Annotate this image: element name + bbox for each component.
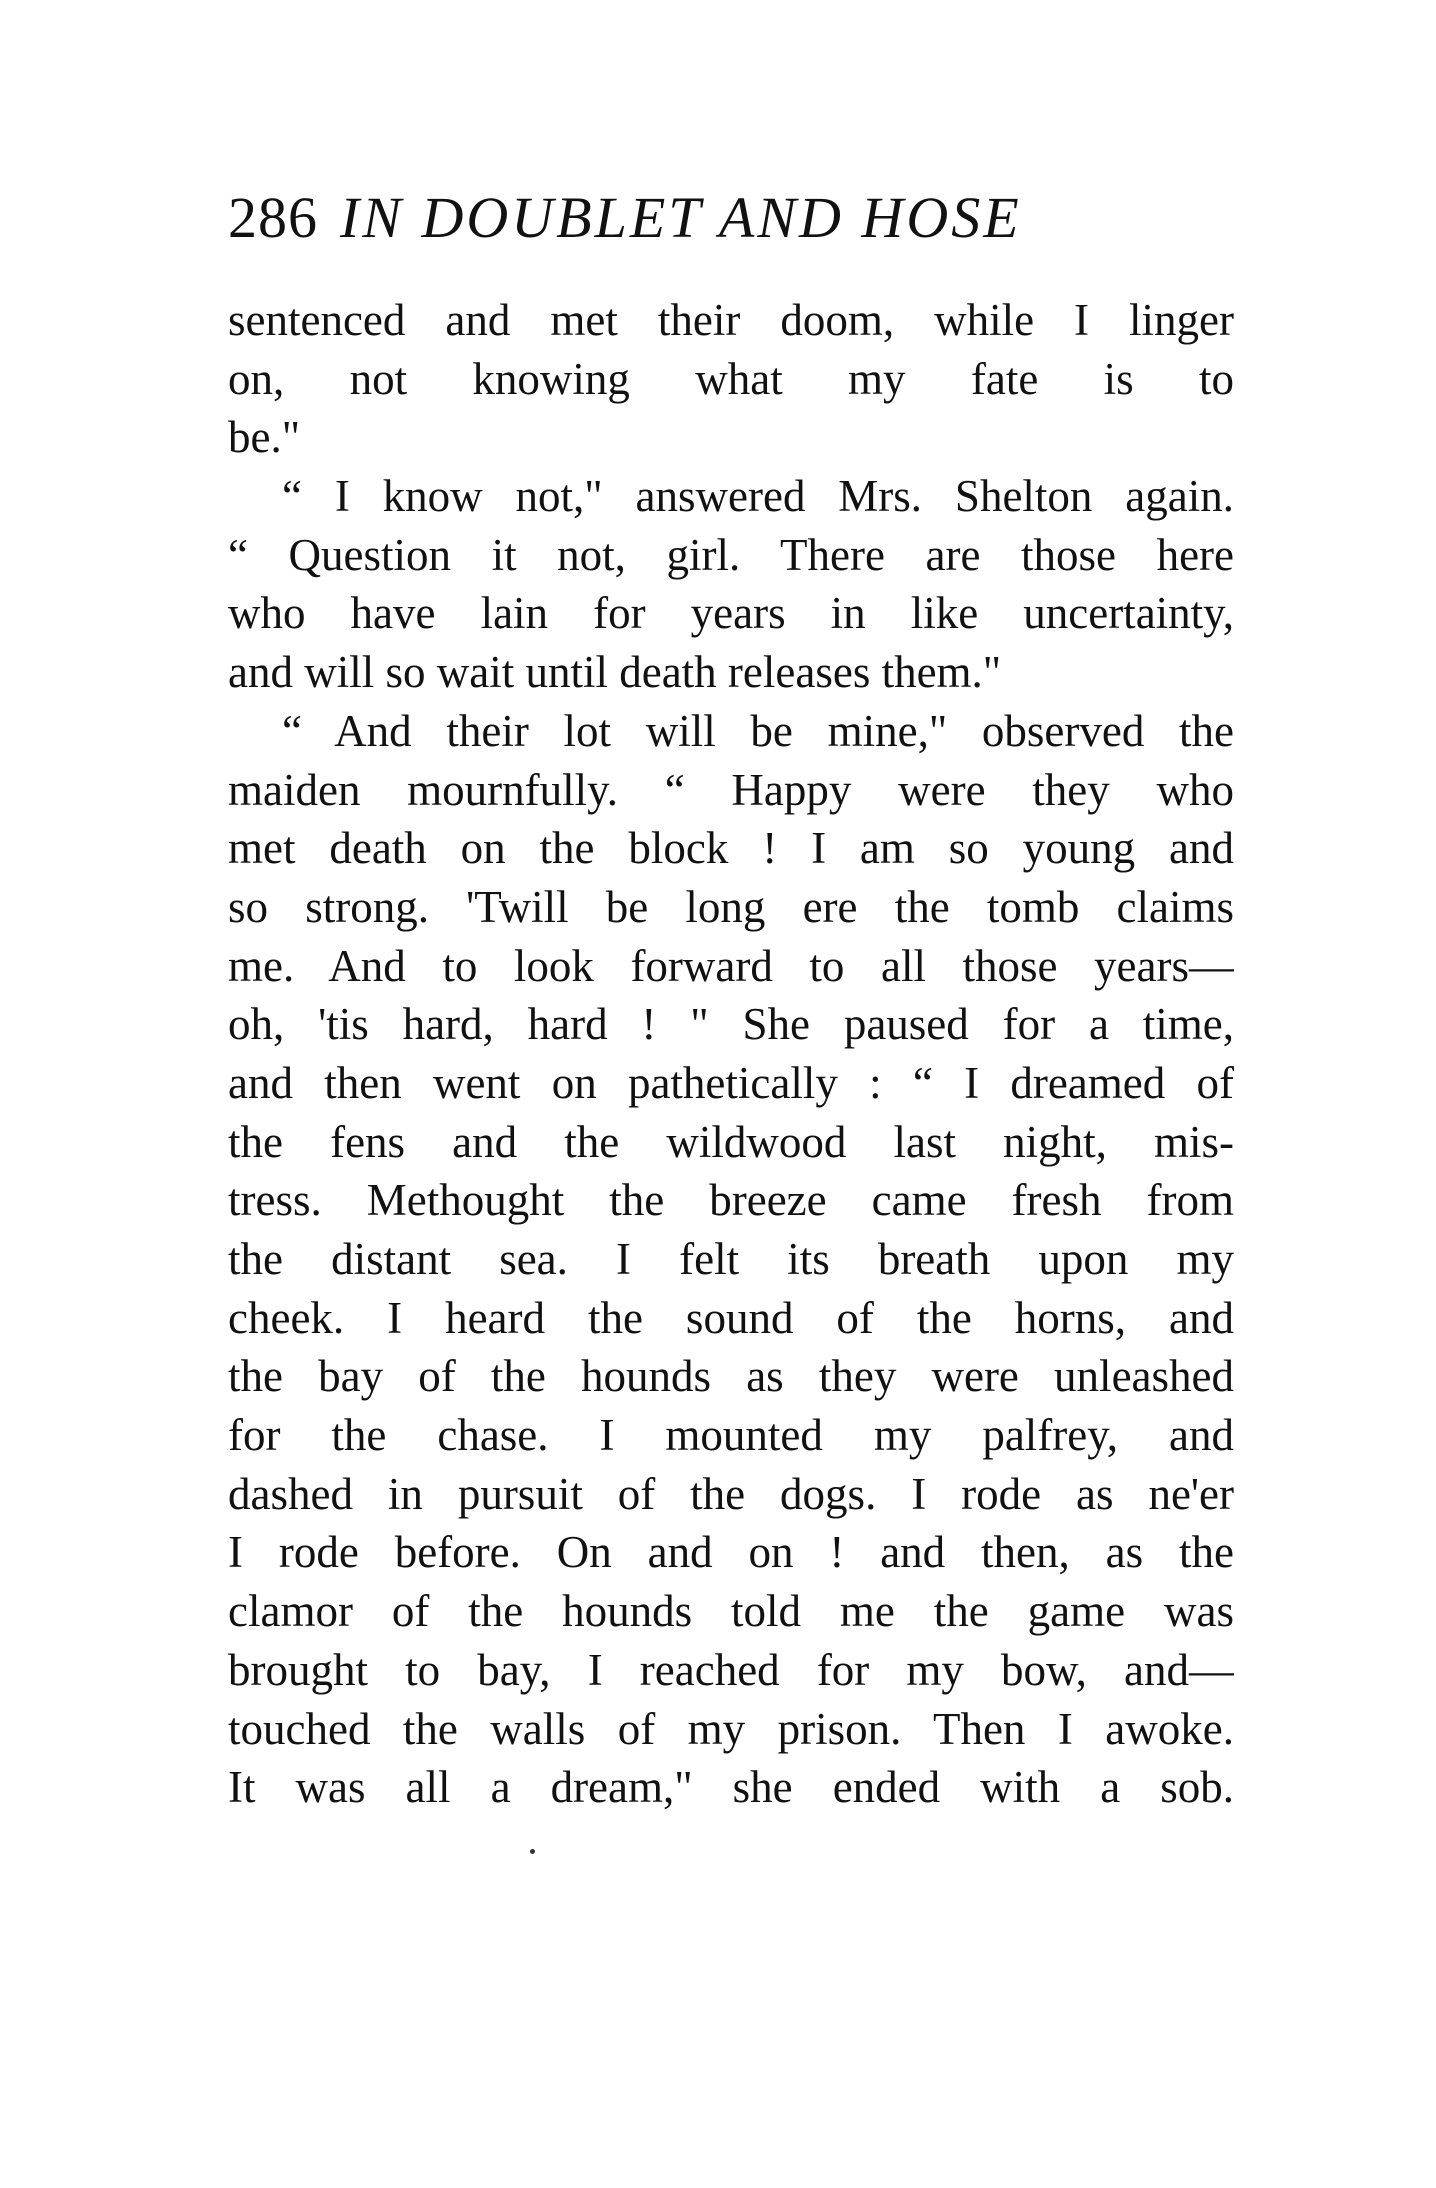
text-line: who have lain for years in like uncertainty, [228, 588, 1234, 639]
text-line: “ I know not," answered Mrs. Shelton again. [282, 471, 1234, 522]
text-line: and then went on pathetically : “ I dreamed of [228, 1057, 1234, 1108]
text-line: sentenced and met their doom, while I linger [228, 295, 1234, 345]
text-line: the fens and the wildwood last night, mis- [228, 1116, 1234, 1167]
text-line: cheek. I heard the sound of the horns, and [228, 1292, 1234, 1343]
text-line: the distant sea. I felt its breath upon my [228, 1234, 1234, 1284]
text-line: I rode before. On and on ! and then, as the [228, 1527, 1234, 1578]
text-line: met death on the block ! I am so young and [228, 823, 1234, 874]
text-line: It was all a dream," she ended with a sob. [228, 1762, 1234, 1813]
text-line: and will so wait until death releases them." [228, 647, 1002, 698]
text-line: dashed in pursuit of the dogs. I rode as ne'er [228, 1468, 1234, 1519]
text-line: touched the walls of my prison. Then I awoke. [228, 1703, 1234, 1754]
text-line: tress. Methought the breeze came fresh from [228, 1175, 1234, 1226]
text-line: brought to bay, I reached for my bow, and— [228, 1644, 1234, 1695]
text-line: me. And to look forward to all those years— [228, 940, 1234, 991]
text-line: “ Question it not, girl. There are those here [228, 529, 1234, 580]
text-line: maiden mournfully. “ Happy were they who [228, 764, 1234, 815]
text-line: for the chase. I mounted my palfrey, and [228, 1410, 1234, 1461]
text-line: so strong. 'Twill be long ere the tomb claims [228, 881, 1234, 932]
text-line: be." [228, 412, 301, 463]
book-title: IN DOUBLET AND HOSE [340, 185, 1022, 250]
text-line: the bay of the hounds as they were unleashed [228, 1351, 1234, 1402]
text-line: “ And their lot will be mine," observed the [282, 705, 1234, 756]
page-number: 286 [228, 185, 318, 250]
text-line: on, not knowing what my fate is to [228, 353, 1234, 404]
body-text [228, 291, 1234, 1817]
ink-speck [530, 1849, 535, 1854]
text-line: clamor of the hounds told me the game was [228, 1586, 1234, 1637]
text-line: oh, 'tis hard, hard ! " She paused for a time, [228, 999, 1234, 1050]
running-head [228, 186, 1238, 250]
